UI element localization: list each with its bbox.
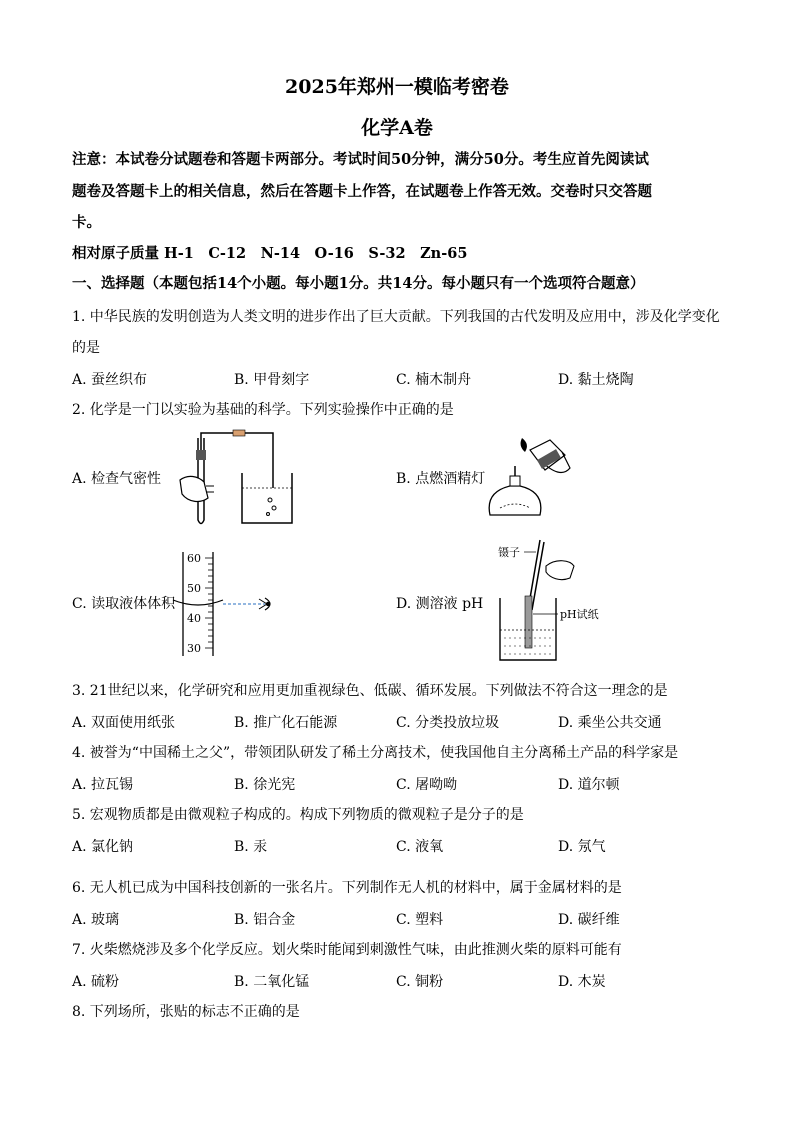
q7-option-c[interactable]: C. 铜粉	[396, 974, 444, 990]
q2-option-c[interactable]: C. 读取液体体积	[72, 596, 176, 612]
question-2-stem: 2. 化学是一门以实验为基础的科学。下列实验操作中正确的是	[72, 402, 454, 418]
atomic-mass: 相对原子质量 H-1 C-12 N-14 O-16 S-32 Zn-65	[72, 245, 468, 262]
question-4-stem: 4. 被誉为“中国稀土之父”，带领团队研发了稀土分离技术，使我国他自主分离稀土产品的科学家是	[72, 745, 679, 761]
notice-line-2: 题卷及答题卡上的相关信息，然后在答题卡上作答，在试题卷上作答无效。交卷时只交答题	[72, 183, 652, 200]
q4-option-b[interactable]: B. 徐光宪	[234, 777, 296, 793]
notice-line-3: 卡。	[72, 214, 101, 231]
q5-option-d[interactable]: D. 氖气	[558, 839, 606, 855]
page-title: 2025年郑州一模临考密卷	[285, 76, 509, 98]
figure-alcohol-lamp	[470, 430, 590, 530]
q4-option-c[interactable]: C. 屠呦呦	[396, 777, 458, 793]
q6-option-a[interactable]: A. 玻璃	[72, 912, 120, 928]
q3-option-c[interactable]: C. 分类投放垃圾	[396, 715, 500, 731]
q3-option-a[interactable]: A. 双面使用纸张	[72, 715, 176, 731]
ph-paper-label: pH试纸	[560, 608, 599, 621]
q5-option-b[interactable]: B. 汞	[234, 839, 268, 855]
q1-option-b[interactable]: B. 甲骨刻字	[234, 372, 310, 388]
scale-label-30: 30	[187, 642, 201, 655]
q4-option-d[interactable]: D. 道尔顿	[558, 777, 620, 793]
page-subtitle: 化学A卷	[361, 117, 433, 139]
q5-option-c[interactable]: C. 液氧	[396, 839, 444, 855]
question-6-stem: 6. 无人机已成为中国科技创新的一张名片。下列制作无人机的材料中，属于金属材料的是	[72, 880, 622, 896]
section-heading: 一、选择题（本题包括14个小题。每小题1分。共14分。每小题只有一个选项符合题意）	[72, 275, 645, 292]
q7-option-a[interactable]: A. 硫粉	[72, 974, 120, 990]
q6-option-c[interactable]: C. 塑料	[396, 912, 444, 928]
scale-label-60: 60	[187, 552, 201, 565]
notice-line-1: 注意：本试卷分试题卷和答题卡两部分。考试时间50分钟，满分50分。考生应首先阅读试	[72, 151, 649, 168]
q6-option-b[interactable]: B. 铝合金	[234, 912, 296, 928]
figure-graduated-cylinder	[175, 548, 285, 658]
q1-option-a[interactable]: A. 蚕丝织布	[72, 372, 148, 388]
question-1-stem: 1. 中华民族的发明创造为人类文明的进步作出了巨大贡献。下列我国的古代发明及应用中，涉及化学变化	[72, 309, 720, 325]
q7-option-d[interactable]: D. 木炭	[558, 974, 606, 990]
question-1-stem-cont: 的是	[72, 340, 100, 356]
q6-option-d[interactable]: D. 碳纤维	[558, 912, 620, 928]
q1-option-c[interactable]: C. 楠木制舟	[396, 372, 472, 388]
figure-airtightness-check	[170, 428, 320, 528]
q1-option-d[interactable]: D. 黏土烧陶	[558, 372, 634, 388]
q7-option-b[interactable]: B. 二氧化锰	[234, 974, 310, 990]
question-3-stem: 3. 21世纪以来，化学研究和应用更加重视绿色、低碳、循环发展。下列做法不符合这一理念的是	[72, 683, 668, 699]
q2-option-a[interactable]: A. 检查气密性	[72, 471, 162, 487]
figure-ph-test	[496, 536, 636, 664]
scale-label-40: 40	[187, 612, 201, 625]
scale-label-50: 50	[187, 582, 201, 595]
q4-option-a[interactable]: A. 拉瓦锡	[72, 777, 134, 793]
tweezers-label: 镊子	[498, 546, 520, 559]
question-8-stem: 8. 下列场所，张贴的标志不正确的是	[72, 1004, 300, 1020]
question-5-stem: 5. 宏观物质都是由微观粒子构成的。构成下列物质的微观粒子是分子的是	[72, 807, 524, 823]
q3-option-b[interactable]: B. 推广化石能源	[234, 715, 338, 731]
question-7-stem: 7. 火柴燃烧涉及多个化学反应。划火柴时能闻到刺激性气味，由此推测火柴的原料可能有	[72, 942, 622, 958]
q5-option-a[interactable]: A. 氯化钠	[72, 839, 134, 855]
q2-option-d[interactable]: D. 测溶液 pH	[396, 596, 484, 612]
q2-option-b[interactable]: B. 点燃酒精灯	[396, 471, 486, 487]
q3-option-d[interactable]: D. 乘坐公共交通	[558, 715, 662, 731]
